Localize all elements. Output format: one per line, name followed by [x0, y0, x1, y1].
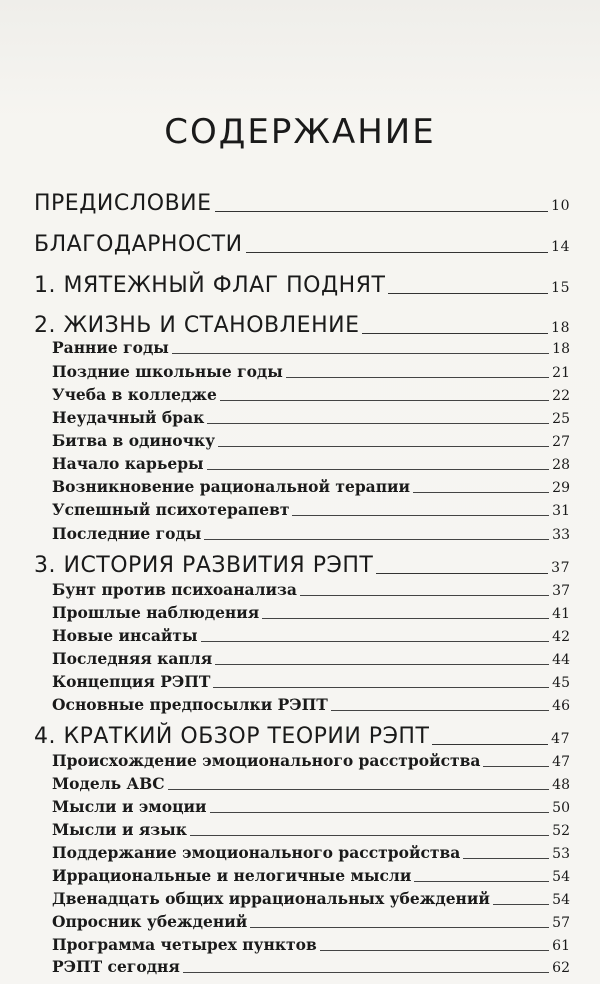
toc-page-number: 47 [552, 754, 570, 770]
dot-leader [362, 332, 548, 334]
toc-page-number: 37 [552, 583, 570, 599]
toc-entry-label: Возникновение рациональной терапии [52, 477, 411, 496]
toc-page-number: 21 [552, 365, 570, 381]
toc-page-number: 14 [551, 239, 570, 255]
toc-entry-label: Новые инсайты [52, 626, 198, 645]
toc-entry-section [52, 912, 570, 931]
toc-page-number: 57 [552, 915, 570, 931]
toc-entry-section [52, 362, 570, 381]
toc-page-number: 41 [552, 606, 570, 622]
toc-entry-label: Концепция РЭПТ [52, 672, 211, 691]
toc-page-number: 27 [552, 434, 570, 450]
toc-page-number: 18 [551, 320, 570, 336]
toc-entry-section [52, 774, 570, 793]
toc-page-number: 37 [551, 560, 570, 576]
toc-entry-section [52, 672, 570, 691]
toc-entry-section [52, 408, 570, 427]
dot-leader [286, 376, 549, 378]
dot-leader [483, 765, 549, 767]
toc-page-number: 48 [552, 777, 570, 793]
toc-entry-label: 1. МЯТЕЖНЫЙ ФЛАГ ПОДНЯТ [34, 273, 386, 298]
toc-entry-section [52, 797, 570, 816]
dot-leader [493, 903, 549, 905]
dot-leader [300, 594, 549, 596]
toc-entry-label: РЭПТ сегодня [52, 957, 180, 976]
toc-entry-label: Неудачный брак [52, 408, 205, 427]
toc-entry-label: Битва в одиночку [52, 431, 216, 450]
toc-entry-label: Последние годы [52, 524, 202, 543]
toc-entry-label: Модель АВС [52, 774, 165, 793]
toc-entry-section [52, 500, 570, 519]
dot-leader [183, 971, 549, 973]
toc-entry-chapter-3 [34, 553, 570, 578]
toc-entry-section [52, 477, 570, 496]
toc-entry-label: Успешный психотерапевт [52, 500, 290, 519]
toc-page-number: 62 [552, 960, 570, 976]
toc-entry-label: 3. ИСТОРИЯ РАЗВИТИЯ РЭПТ [34, 553, 374, 578]
toc-entry-preface [34, 191, 570, 216]
dot-leader [215, 663, 549, 665]
toc-page-number: 10 [551, 198, 570, 214]
dot-leader [210, 811, 550, 813]
dot-leader [320, 949, 549, 951]
toc-entry-label: 4. КРАТКИЙ ОБЗОР ТЕОРИИ РЭПТ [34, 724, 430, 749]
toc-entry-label: Происхождение эмоционального расстройства [52, 751, 481, 770]
toc-page-number: 18 [552, 341, 570, 357]
dot-leader [172, 352, 549, 354]
toc-entry-section [52, 580, 570, 599]
dot-leader [376, 572, 548, 574]
toc-entry-label: Двенадцать общих иррациональных убеждений [52, 889, 490, 908]
toc-entry-section [52, 649, 570, 668]
toc-entry-label: Основные предпосылки РЭПТ [52, 695, 328, 714]
dot-leader [220, 399, 549, 401]
dot-leader [292, 514, 549, 516]
toc-entry-section [52, 454, 570, 473]
toc-page-number: 50 [552, 800, 570, 816]
toc-entry-section [52, 866, 570, 885]
dot-leader [204, 538, 549, 540]
dot-leader [213, 686, 549, 688]
toc-entry-section [52, 843, 570, 862]
toc-entry-label: Программа четырех пунктов [52, 935, 317, 954]
dot-leader [262, 617, 549, 619]
toc-entry-label: Опросник убеждений [52, 912, 248, 931]
toc-entry-section [52, 751, 570, 770]
dot-leader [190, 834, 549, 836]
toc-page-number: 45 [552, 675, 570, 691]
toc-page-number: 28 [552, 457, 570, 473]
toc-entry-section [52, 935, 570, 954]
toc-page-number: 33 [552, 527, 570, 543]
toc-entry-label: Бунт против психоанализа [52, 580, 297, 599]
toc-page-number: 29 [552, 480, 570, 496]
page-title: СОДЕРЖАНИЕ [164, 112, 436, 152]
toc-page-number: 52 [552, 823, 570, 839]
toc-entry-label: 2. ЖИЗНЬ И СТАНОВЛЕНИЕ [34, 313, 360, 338]
dot-leader [246, 251, 549, 253]
toc-entry-chapter-1 [34, 273, 570, 298]
toc-entry-acknowledgements [34, 232, 570, 257]
toc-page-number: 15 [551, 280, 570, 296]
toc-page-number: 61 [552, 938, 570, 954]
dot-leader [432, 743, 548, 745]
toc-entry-section [52, 626, 570, 645]
dot-leader [250, 926, 549, 928]
toc-entry-label: Начало карьеры [52, 454, 204, 473]
toc-page-number: 25 [552, 411, 570, 427]
toc-entry-section [52, 603, 570, 622]
dot-leader [463, 857, 549, 859]
toc-entry-label: ПРЕДИСЛОВИЕ [34, 191, 212, 216]
dot-leader [413, 491, 549, 493]
dot-leader [215, 210, 549, 212]
toc-page-number: 44 [552, 652, 570, 668]
toc-entry-chapter-2 [34, 313, 570, 338]
toc-entry-section [52, 957, 570, 976]
dot-leader [331, 709, 549, 711]
toc-entry-label: Учеба в колледже [52, 385, 217, 404]
dot-leader [207, 422, 549, 424]
toc-entry-label: Мысли и язык [52, 820, 187, 839]
toc-page-number: 31 [552, 503, 570, 519]
toc-entry-label: Прошлые наблюдения [52, 603, 260, 622]
toc-entry-section [52, 431, 570, 450]
dot-leader [207, 468, 550, 470]
toc-entry-chapter-4 [34, 724, 570, 749]
toc-entry-section [52, 820, 570, 839]
toc-entry-label: Мысли и эмоции [52, 797, 207, 816]
toc-page-number: 47 [551, 731, 570, 747]
toc-page-number: 46 [552, 698, 570, 714]
toc-entry-label: Последняя капля [52, 649, 213, 668]
dot-leader [218, 445, 549, 447]
toc-entry-label: Ранние годы [52, 338, 169, 357]
toc-page-number: 22 [552, 388, 570, 404]
dot-leader [388, 292, 548, 294]
toc-entry-label: БЛАГОДАРНОСТИ [34, 232, 243, 257]
toc-entry-section [52, 889, 570, 908]
toc-entry-section [52, 695, 570, 714]
toc-page-number: 54 [552, 869, 570, 885]
dot-leader [414, 880, 549, 882]
toc-entry-label: Иррациональные и нелогичные мысли [52, 866, 412, 885]
toc-page-number: 42 [552, 629, 570, 645]
toc-entry-label: Поддержание эмоционального расстройства [52, 843, 461, 862]
toc-entry-section [52, 524, 570, 543]
dot-leader [168, 788, 550, 790]
dot-leader [201, 640, 550, 642]
toc-entry-section [52, 385, 570, 404]
toc-page-number: 54 [552, 892, 570, 908]
toc-page-number: 53 [552, 846, 570, 862]
toc-entry-section [52, 338, 570, 357]
toc-entry-label: Поздние школьные годы [52, 362, 283, 381]
